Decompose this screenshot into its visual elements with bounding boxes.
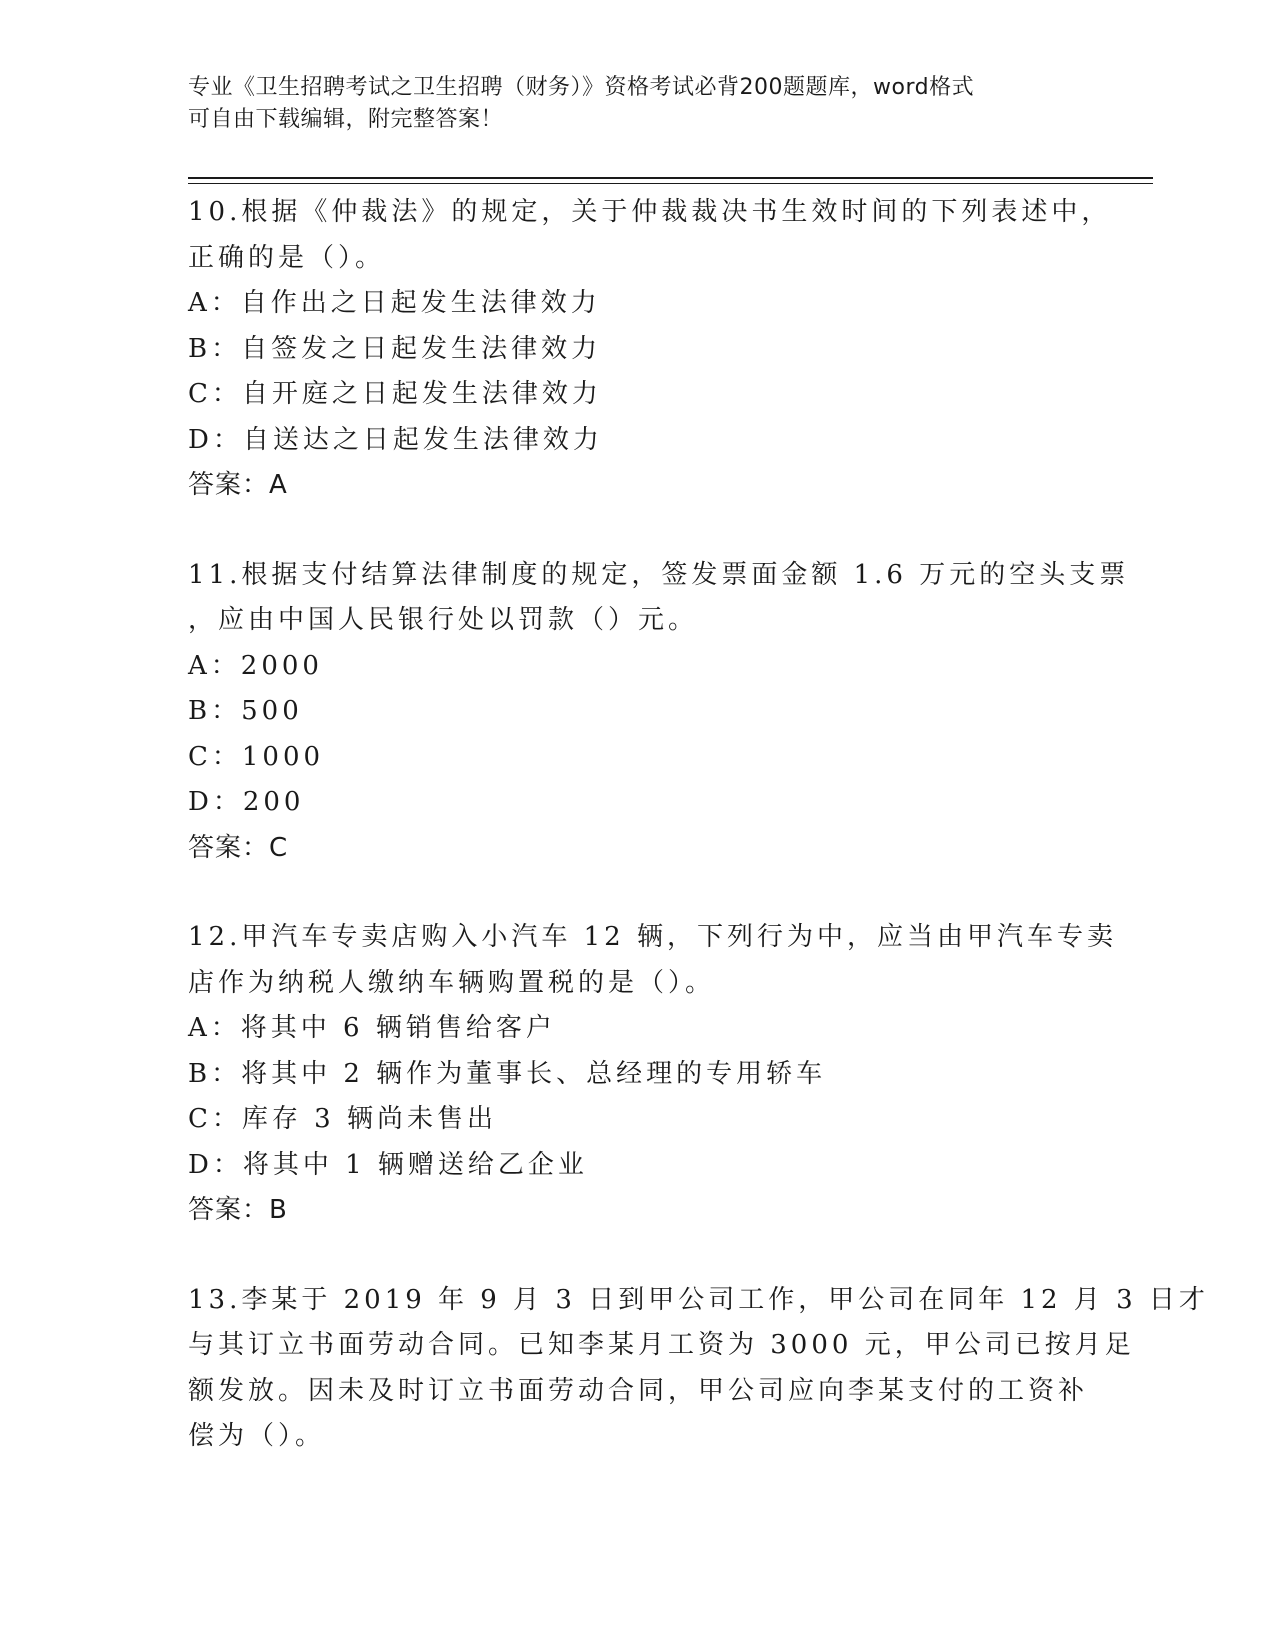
question-list (188, 190, 1209, 1460)
document-header (188, 72, 1088, 136)
option-b: B：500 (188, 696, 303, 726)
header-line-1: 专业《卫生招聘考试之卫生招聘（财务）》资格考试必背200题题库，word格式 (188, 75, 975, 100)
question-stem-line: ，应由中国人民银行处以罚款（）元。 (188, 605, 699, 635)
option-b: B：将其中 2 辆作为董事长、总经理的专用轿车 (188, 1058, 827, 1089)
question-stem-line: 额发放。因未及时订立书面劳动合同，甲公司应向李某支付的工资补 (188, 1375, 1089, 1406)
question-block (188, 915, 1117, 1234)
question-stem-line: 与其订立书面劳动合同。已知李某月工资为 3000 元，甲公司已按月足 (188, 1330, 1135, 1360)
option-c: C：自开庭之日起发生法律效力 (188, 379, 602, 409)
option-a: A：自作出之日起发生法律效力 (188, 288, 601, 318)
header-line-2: 可自由下载编辑，附完整答案！ (188, 107, 504, 132)
answer-line: 答案：B (188, 1195, 288, 1225)
option-a: A：2000 (188, 650, 323, 681)
question-stem-line: 13.李某于 2019 年 9 月 3 日到甲公司工作，甲公司在同年 12 月 3 日才 (188, 1284, 1209, 1315)
question-stem-line: 12.甲汽车专卖店购入小汽车 12 辆，下列行为中，应当由甲汽车专卖 (188, 922, 1117, 952)
question-block (188, 553, 1130, 872)
question-stem-line: 11.根据支付结算法律制度的规定，签发票面金额 1.6 万元的空头支票 (188, 559, 1130, 590)
question-stem-line: 店作为纳税人缴纳车辆购置税的是（）。 (188, 967, 716, 998)
option-c: C：1000 (188, 741, 325, 772)
question-stem-line: 10.根据《仲裁法》的规定，关于仲裁裁决书生效时间的下列表述中， (188, 197, 1112, 227)
option-b: B：自签发之日起发生法律效力 (188, 333, 602, 364)
answer-line: 答案：C (188, 832, 289, 863)
option-d: D：200 (188, 787, 305, 817)
option-a: A：将其中 6 辆销售给客户 (188, 1013, 556, 1043)
answer-line: 答案：A (188, 470, 288, 500)
option-d: D：自送达之日起发生法律效力 (188, 424, 603, 455)
question-block (188, 1278, 1209, 1460)
header-rule-thick (188, 177, 1153, 179)
question-stem-line: 偿为（）。 (188, 1421, 326, 1451)
question-block (188, 190, 1112, 509)
question-stem-line: 正确的是（）。 (188, 242, 386, 273)
header-rule-thin (188, 183, 1153, 184)
option-d: D：将其中 1 辆赠送给乙企业 (188, 1149, 588, 1180)
option-c: C：库存 3 辆尚未售出 (188, 1104, 497, 1134)
